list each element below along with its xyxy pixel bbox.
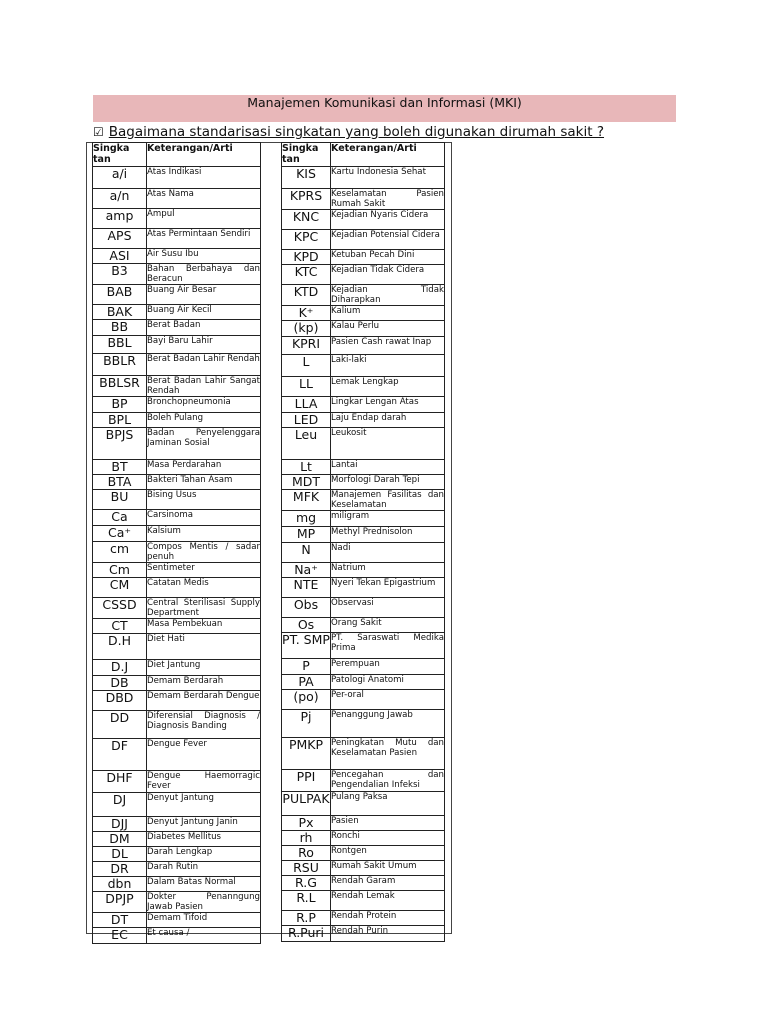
abbreviation-cell: a/i: [93, 167, 147, 189]
meaning-cell: Kartu Indonesia Sehat: [331, 167, 445, 189]
abbreviation-cell: D.J: [93, 660, 147, 676]
meaning-cell: Dengue Haemorragic Fever: [147, 771, 260, 791]
table-row: [93, 526, 261, 542]
table-row: [282, 738, 445, 770]
table-row: [93, 229, 261, 249]
table-row: [93, 397, 261, 413]
table-row: [282, 543, 445, 563]
meaning-cell: Demam Berdarah Dengue: [147, 691, 261, 711]
table-row: [282, 189, 445, 210]
table-row: [282, 831, 445, 846]
table-row: [282, 511, 445, 527]
table-row: [282, 397, 445, 413]
meaning-cell: Atas Nama: [147, 189, 261, 209]
table-row: [93, 660, 261, 676]
table-row: [282, 846, 445, 861]
table-row: [282, 490, 445, 511]
abbreviation-cell: KPRS: [282, 189, 331, 210]
meaning-cell: Orang Sakit: [331, 618, 445, 633]
abbreviation-cell: Lt: [282, 460, 331, 475]
abbreviation-cell: B3: [93, 264, 147, 285]
table-row: [93, 475, 261, 490]
meaning-cell: Berat Badan Lahir Sangat Rendah: [147, 376, 260, 396]
meaning-cell: Diabetes Mellitus: [147, 832, 261, 847]
left-abbreviation-table: [92, 142, 261, 944]
meaning-cell: Pulang Paksa: [331, 792, 445, 816]
table-row: [93, 877, 261, 892]
abbreviation-cell: cm: [93, 542, 147, 563]
abbreviation-cell: Cm: [93, 563, 147, 578]
meaning-cell: Buang Air Kecil: [147, 305, 261, 320]
right-table-body: [282, 143, 445, 942]
header-meaning: Keterangan/Arti: [331, 143, 445, 167]
meaning-cell: Natrium: [331, 563, 445, 578]
table-row: [93, 711, 261, 739]
abbreviation-cell: R.L: [282, 891, 331, 911]
table-row: [93, 928, 261, 944]
meaning-cell: Ronchi: [331, 831, 445, 846]
abbreviation-cell: APS: [93, 229, 147, 249]
meaning-cell: Laki-laki: [331, 355, 445, 377]
table-row: [93, 285, 261, 305]
table-row: [93, 490, 261, 510]
meaning-cell: Demam Tifoid: [147, 913, 261, 928]
abbreviation-cell: L: [282, 355, 331, 377]
left-table-header-row: [93, 143, 261, 167]
abbreviation-cell: amp: [93, 209, 147, 229]
abbreviation-cell: EC: [93, 928, 147, 944]
table-row: [282, 770, 445, 792]
meaning-cell: Bahan Berbahaya dan Beracun: [147, 264, 260, 284]
meaning-cell: Penanggung Jawab: [331, 710, 445, 738]
abbreviation-cell: DHF: [93, 771, 147, 793]
table-row: [93, 264, 261, 285]
meaning-cell: Badan Penyelenggara Jaminan Sosial: [147, 428, 261, 460]
abbreviation-cell: PMKP: [282, 738, 331, 770]
meaning-cell: Manajemen Fasilitas dan Keselamatan: [331, 490, 444, 510]
left-table-body: [93, 143, 261, 944]
abbreviation-cell: Ro: [282, 846, 331, 861]
abbreviation-cell: CM: [93, 578, 147, 598]
table-row: [282, 563, 445, 578]
meaning-cell: Diet Jantung: [147, 660, 261, 676]
table-row: [282, 876, 445, 891]
table-row: [93, 739, 261, 771]
question-text: Bagaimana standarisasi singkatan yang boleh digunakan dirumah sakit ?: [108, 124, 605, 140]
abbreviation-cell: DJ: [93, 793, 147, 817]
document-title-bar: [93, 95, 676, 122]
table-row: [282, 816, 445, 831]
table-row: [93, 460, 261, 475]
abbreviation-cell: KNC: [282, 210, 331, 230]
abbreviation-cell: BBLSR: [93, 376, 147, 397]
meaning-cell: Dengue Fever: [147, 739, 261, 771]
meaning-cell: Leukosit: [331, 428, 445, 460]
abbreviation-cell: BT: [93, 460, 147, 475]
meaning-cell: Rendah Garam: [331, 876, 445, 891]
table-row: [282, 321, 445, 337]
table-row: [93, 578, 261, 598]
table-row: [282, 377, 445, 397]
abbreviation-cell: LL: [282, 377, 331, 397]
table-row: [282, 250, 445, 265]
table-row: [93, 542, 261, 563]
table-row: [93, 209, 261, 229]
abbreviation-cell: Ca: [93, 510, 147, 526]
abbreviation-cell: Obs: [282, 598, 331, 618]
abbreviation-cell: DM: [93, 832, 147, 847]
meaning-cell: Masa Perdarahan: [147, 460, 261, 475]
meaning-cell: Dokter Penanngung Jawab Pasien: [147, 892, 260, 912]
table-row: [93, 354, 261, 376]
abbreviation-cell: DT: [93, 913, 147, 928]
meaning-cell: Dalam Batas Normal: [147, 877, 261, 892]
abbreviation-cell: BPL: [93, 413, 147, 428]
table-row: [93, 892, 261, 913]
meaning-cell: Kejadian Tidak Diharapkan: [331, 285, 444, 305]
table-row: [282, 285, 445, 306]
meaning-cell: Rendah Purin: [331, 926, 445, 942]
meaning-cell: Berat Badan: [147, 320, 261, 336]
meaning-cell: Carsinoma: [147, 510, 261, 526]
meaning-cell: Ampul: [147, 209, 261, 229]
meaning-cell: Central Sterilisasi Supply Department: [147, 598, 260, 618]
abbreviation-cell: dbn: [93, 877, 147, 892]
table-row: [282, 413, 445, 428]
table-row: [282, 428, 445, 460]
table-row: [93, 189, 261, 209]
meaning-cell: Ketuban Pecah Dini: [331, 250, 445, 265]
table-row: [93, 817, 261, 832]
abbreviation-cell: CT: [93, 619, 147, 634]
right-table-header-row: [282, 143, 445, 167]
header-meaning: Keterangan/Arti: [147, 143, 261, 167]
table-row: [282, 633, 445, 659]
table-row: [93, 832, 261, 847]
abbreviation-cell: MDT: [282, 475, 331, 490]
table-row: [93, 413, 261, 428]
abbreviation-cell: KIS: [282, 167, 331, 189]
table-row: [282, 337, 445, 355]
meaning-cell: Nadi: [331, 543, 445, 563]
abbreviation-cell: (kp): [282, 321, 331, 337]
abbreviation-cell: LLA: [282, 397, 331, 413]
table-row: [93, 336, 261, 354]
table-row: [93, 428, 261, 460]
abbreviation-cell: BB: [93, 320, 147, 336]
table-row: [282, 230, 445, 250]
table-row: [93, 320, 261, 336]
meaning-cell: Catatan Medis: [147, 578, 261, 598]
abbreviation-cell: (po): [282, 690, 331, 710]
table-row: [282, 355, 445, 377]
table-row: [93, 249, 261, 264]
table-row: [93, 619, 261, 634]
meaning-cell: Nyeri Tekan Epigastrium: [331, 578, 445, 598]
abbreviation-cell: BAK: [93, 305, 147, 320]
meaning-cell: Perempuan: [331, 659, 445, 675]
table-row: [93, 691, 261, 711]
meaning-cell: Darah Lengkap: [147, 847, 261, 862]
meaning-cell: Denyut Jantung: [147, 793, 261, 817]
meaning-cell: Atas Indikasi: [147, 167, 261, 189]
meaning-cell: Diet Hati: [147, 634, 261, 660]
meaning-cell: Et causa /: [147, 928, 261, 944]
meaning-cell: PT. Saraswati Medika Prima: [331, 633, 445, 659]
header-abbreviation: Singka tan: [282, 143, 331, 167]
abbreviation-cell: a/n: [93, 189, 147, 209]
table-row: [93, 598, 261, 619]
abbreviation-cell: MFK: [282, 490, 331, 511]
right-abbreviation-table: [281, 142, 445, 942]
meaning-cell: Bising Usus: [147, 490, 261, 510]
abbreviation-cell: DL: [93, 847, 147, 862]
table-row: [282, 167, 445, 189]
meaning-cell: Kejadian Tidak Cidera: [331, 265, 445, 285]
abbreviation-cell: D.H: [93, 634, 147, 660]
meaning-cell: Rumah Sakit Umum: [331, 861, 445, 876]
meaning-cell: Air Susu Ibu: [147, 249, 261, 264]
abbreviation-cell: DR: [93, 862, 147, 877]
abbreviation-cell: KTC: [282, 265, 331, 285]
table-row: [93, 510, 261, 526]
table-row: [93, 771, 261, 793]
abbreviation-cell: Na⁺: [282, 563, 331, 578]
abbreviation-cell: Pj: [282, 710, 331, 738]
abbreviation-cell: R.P: [282, 911, 331, 926]
meaning-cell: Masa Pembekuan: [147, 619, 261, 634]
abbreviation-cell: BU: [93, 490, 147, 510]
meaning-cell: Lemak Lengkap: [331, 377, 445, 397]
table-row: [282, 210, 445, 230]
meaning-cell: Patologi Anatomi: [331, 675, 445, 690]
meaning-cell: Denyut Jantung Janin: [147, 817, 261, 832]
abbreviation-cell: KPD: [282, 250, 331, 265]
meaning-cell: Kejadian Potensial Cidera: [331, 230, 445, 250]
abbreviation-cell: P: [282, 659, 331, 675]
abbreviation-cell: CSSD: [93, 598, 147, 619]
meaning-cell: Laju Endap darah: [331, 413, 445, 428]
header-abbreviation: Singka tan: [93, 143, 147, 167]
abbreviation-cell: KTD: [282, 285, 331, 306]
abbreviation-cell: LED: [282, 413, 331, 428]
meaning-cell: Morfologi Darah Tepi: [331, 475, 445, 490]
abbreviation-cell: K⁺: [282, 306, 331, 321]
table-row: [282, 911, 445, 926]
abbreviation-cell: DB: [93, 676, 147, 691]
abbreviation-cell: PT. SMP: [282, 633, 331, 659]
meaning-cell: Methyl Prednisolon: [331, 527, 445, 543]
meaning-cell: Rendah Lemak: [331, 891, 445, 911]
table-row: [93, 793, 261, 817]
abbreviation-cell: BPJS: [93, 428, 147, 460]
abbreviation-cell: BP: [93, 397, 147, 413]
abbreviation-cell: PPI: [282, 770, 331, 792]
abbreviation-cell: Px: [282, 816, 331, 831]
abbreviation-cell: BBL: [93, 336, 147, 354]
meaning-cell: Observasi: [331, 598, 445, 618]
meaning-cell: Buang Air Besar: [147, 285, 261, 305]
table-row: [282, 710, 445, 738]
table-row: [93, 634, 261, 660]
table-row: [282, 891, 445, 911]
meaning-cell: Kalau Perlu: [331, 321, 445, 337]
meaning-cell: Kalium: [331, 306, 445, 321]
abbreviation-cell: Ca⁺: [93, 526, 147, 542]
table-row: [93, 676, 261, 691]
meaning-cell: Per-oral: [331, 690, 445, 710]
meaning-cell: Pasien Cash rawat Inap: [331, 337, 445, 355]
table-row: [282, 475, 445, 490]
table-row: [93, 847, 261, 862]
abbreviation-cell: DF: [93, 739, 147, 771]
abbreviation-cell: R.G: [282, 876, 331, 891]
table-row: [282, 460, 445, 475]
abbreviation-cell: RSU: [282, 861, 331, 876]
meaning-cell: Berat Badan Lahir Rendah: [147, 354, 261, 376]
meaning-cell: Lingkar Lengan Atas: [331, 397, 445, 413]
abbreviation-cell: PULPAK: [282, 792, 331, 816]
table-row: [282, 861, 445, 876]
meaning-cell: Bakteri Tahan Asam: [147, 475, 261, 490]
abbreviation-cell: DPJP: [93, 892, 147, 913]
question-line: [93, 124, 604, 140]
meaning-cell: Compos Mentis / sadar penuh: [147, 542, 260, 562]
abbreviation-cell: mg: [282, 511, 331, 527]
meaning-cell: Kejadian Nyaris Cidera: [331, 210, 445, 230]
table-row: [282, 675, 445, 690]
abbreviation-cell: BAB: [93, 285, 147, 305]
table-row: [282, 659, 445, 675]
table-row: [282, 618, 445, 633]
abbreviation-cell: rh: [282, 831, 331, 846]
table-row: [282, 792, 445, 816]
meaning-cell: Diferensial Diagnosis / Diagnosis Banding: [147, 711, 261, 739]
abbreviation-cell: NTE: [282, 578, 331, 598]
meaning-cell: Rontgen: [331, 846, 445, 861]
meaning-cell: Demam Berdarah: [147, 676, 261, 691]
abbreviation-cell: DBD: [93, 691, 147, 711]
abbreviation-cell: N: [282, 543, 331, 563]
meaning-cell: Pasien: [331, 816, 445, 831]
table-row: [93, 376, 261, 397]
table-row: [93, 913, 261, 928]
meaning-cell: Sentimeter: [147, 563, 261, 578]
abbreviation-cell: PA: [282, 675, 331, 690]
meaning-cell: Lantai: [331, 460, 445, 475]
meaning-cell: Atas Permintaan Sendiri: [147, 229, 261, 249]
abbreviation-cell: BTA: [93, 475, 147, 490]
meaning-cell: Bayi Baru Lahir: [147, 336, 261, 354]
meaning-cell: Bronchopneumonia: [147, 397, 261, 413]
abbreviation-cell: BBLR: [93, 354, 147, 376]
table-row: [282, 926, 445, 942]
abbreviation-cell: ASI: [93, 249, 147, 264]
meaning-cell: Pencegahan dan Pengendalian Infeksi: [331, 770, 444, 790]
meaning-cell: Peningkatan Mutu dan Keselamatan Pasien: [331, 738, 445, 770]
table-row: [93, 862, 261, 877]
meaning-cell: Keselamatan Pasien Rumah Sakit: [331, 189, 444, 209]
table-row: [282, 690, 445, 710]
table-row: [282, 578, 445, 598]
table-row: [93, 305, 261, 320]
meaning-cell: Darah Rutin: [147, 862, 261, 877]
checkbox-icon: ☑: [93, 125, 104, 139]
abbreviation-cell: DJJ: [93, 817, 147, 832]
meaning-cell: miligram: [331, 511, 445, 527]
table-row: [282, 306, 445, 321]
abbreviation-cell: KPRI: [282, 337, 331, 355]
abbreviation-cell: DD: [93, 711, 147, 739]
document-title: Manajemen Komunikasi dan Informasi (MKI): [247, 95, 522, 110]
meaning-cell: Rendah Protein: [331, 911, 445, 926]
table-row: [93, 563, 261, 578]
abbreviation-cell: KPC: [282, 230, 331, 250]
table-row: [282, 265, 445, 285]
abbreviation-cell: Leu: [282, 428, 331, 460]
abbreviation-cell: R.Puri: [282, 926, 331, 942]
abbreviation-cell: MP: [282, 527, 331, 543]
table-row: [282, 598, 445, 618]
meaning-cell: Kalsium: [147, 526, 261, 542]
table-row: [93, 167, 261, 189]
table-row: [282, 527, 445, 543]
abbreviation-cell: Os: [282, 618, 331, 633]
meaning-cell: Boleh Pulang: [147, 413, 261, 428]
